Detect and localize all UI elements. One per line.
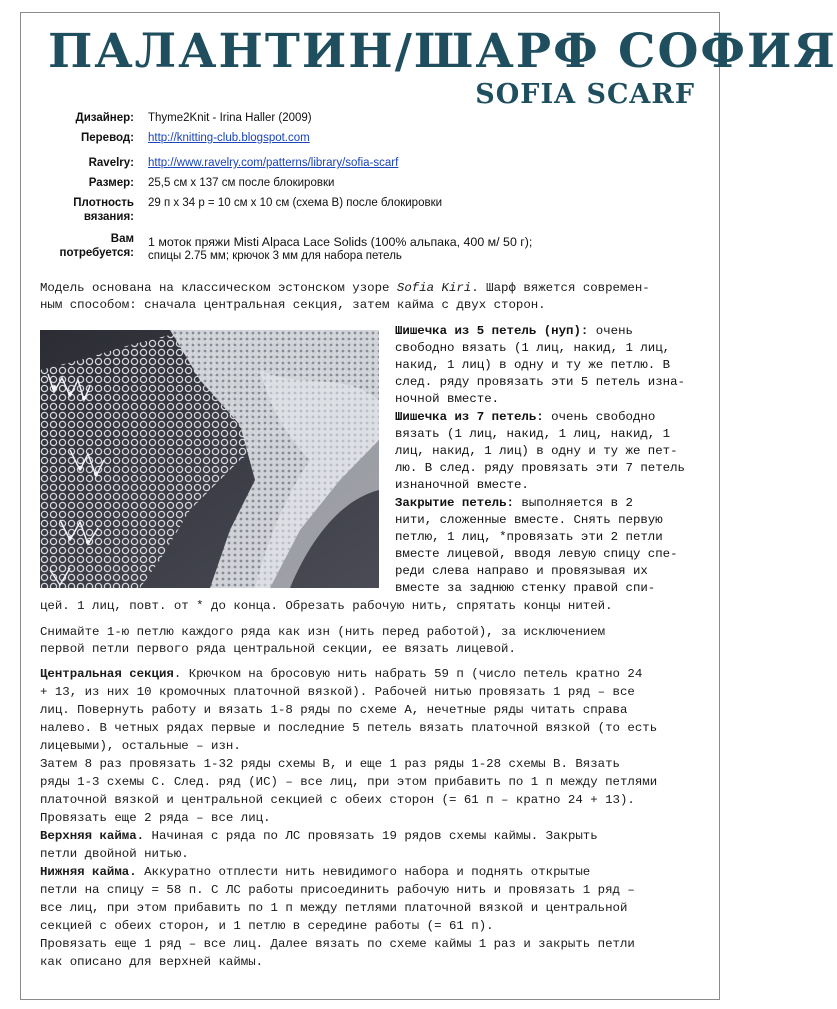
bindoff-line-1: [395, 495, 697, 512]
intro-line-1: [40, 280, 700, 297]
size-label: Размер:: [88, 177, 134, 189]
scarf-photo: [40, 330, 379, 588]
nup5-line-3: накид, 1 лиц) в одну и ту же петлю. В: [395, 358, 671, 372]
bottom-border-line-6: как описано для верхней каймы.: [40, 955, 264, 969]
bindoff-line-5: реди слева направо и провязывая их: [395, 564, 648, 578]
bindoff-line-2: нити, сложенные вместе. Снять первую: [395, 513, 663, 527]
needs-value-1: 1 моток пряжи Misti Alpaca Lace Solids (100% альпака, 400 м/ 50 г);: [148, 235, 533, 249]
nup5-text-1: очень: [588, 324, 633, 338]
translation-label: Перевод:: [80, 132, 134, 144]
bindoff-continued: цей. 1 лиц, повт. от * до конца. Обрезать рабочую нить, спрятать концы нитей.: [40, 599, 613, 613]
bottom-border-text-1: Аккуратно отплести нить невидимого набора и поднять открытые: [136, 865, 591, 879]
intro-line-2: ным способом: сначала центральная секция, затем кайма с двух сторон.: [40, 298, 546, 312]
bindoff-line-3: петлю, 1 лиц, *провязать эти 2 петли: [395, 530, 663, 544]
nup5-line-5: ночной вместе.: [395, 392, 500, 406]
central-line-2: + 13, из них 10 кромочных платочной вязкой). Рабочей нитью провязать 1 ряд – все: [40, 685, 635, 699]
bindoff-line-4: вместе лицевой, вводя левую спицу спе-: [395, 547, 678, 561]
nup5-line-1: [395, 323, 697, 340]
nup7-line-4: лю. В след. ряду провязать эти 7 петель: [395, 461, 685, 475]
bottom-border-line-3: все лиц, при этом прибавить по 1 п между петлями платочной вязкой и центральной: [40, 901, 628, 915]
top-border-title: Верхняя кайма.: [40, 829, 145, 843]
central-text-1: . Крючком на бросовую нить набрать 59 п (число петель кратно 24: [173, 667, 643, 681]
designer-label: Дизайнер:: [75, 112, 134, 124]
central-line-5: лицевыми), остальные – изн.: [40, 739, 241, 753]
gauge-value: 29 п х 34 р = 10 см х 10 см (схема B) после блокировки: [148, 197, 443, 209]
page-subtitle: SOFIA SCARF: [475, 79, 695, 110]
bottom-border-line-2: петли на спицу = 58 п. С ЛС работы присоединить рабочую нить и провязать 1 ряд –: [40, 883, 635, 897]
central-line-7: ряды 1-3 схемы С. След. ряд (ИС) – все лиц, при этом прибавить по 1 п между петлями: [40, 775, 658, 789]
nup5-line-2: свободно вязать (1 лиц, накид, 1 лиц,: [395, 341, 671, 355]
central-title: Центральная секция: [40, 667, 174, 681]
bottom-border-line-4: секцией с обеих сторон, и 1 петлю в середине работы (= 61 п).: [40, 919, 494, 933]
intro-text-b: . Шарф вяжется современ-: [471, 281, 650, 295]
size-value: 25,5 см х 137 см после блокировки: [148, 177, 335, 189]
ravelry-label: Ravelry:: [88, 157, 134, 169]
intro-pattern-name: Sofia Kiri: [396, 281, 472, 295]
central-line-9: Провязать еще 2 ряда – все лиц.: [40, 811, 271, 825]
nup7-line-5: изнаночной вместе.: [395, 478, 529, 492]
nup7-line-3: лиц, накид, 1 лиц) в одну и ту же пет-: [395, 444, 678, 458]
translation-link[interactable]: http://knitting-club.blogspot.com: [148, 132, 310, 144]
nup5-line-4: след. ряду провязать эти 5 петель изна-: [395, 375, 685, 389]
bindoff-text-1: выполняется в 2: [513, 496, 633, 510]
gauge-label-2: вязания:: [83, 211, 134, 223]
nup7-line-1: [395, 409, 697, 426]
nup5-title: Шишечка из 5 петель (нуп):: [395, 324, 589, 338]
bottom-border-line-1: [40, 864, 700, 881]
designer-value: Thyme2Knit - Irina Haller (2009): [148, 112, 312, 124]
slip-line-2: первой петли первого ряда центральной секции, ее вязать лицевой.: [40, 642, 516, 656]
nup7-text-1: очень свободно: [543, 410, 656, 424]
nup7-line-2: вязать (1 лиц, накид, 1 лиц, накид, 1: [395, 427, 671, 441]
bindoff-title: Закрытие петель:: [395, 496, 514, 510]
central-line-1: [40, 666, 700, 683]
central-line-3: лиц. Повернуть работу и вязать 1-8 ряды по схеме А, нечетные ряды читать справа: [40, 703, 628, 717]
gauge-label-1: Плотность: [73, 197, 134, 209]
bindoff-line-6: вместе за заднюю стенку правой спи-: [395, 581, 656, 595]
nup7-title: Шишечка из 7 петель:: [395, 410, 544, 424]
top-border-line-1: [40, 828, 700, 845]
central-line-8: платочной вязкой и центральной секцией с обеих сторон (= 61 п – кратно 24 + 13).: [40, 793, 635, 807]
intro-text-a: Модель основана на классическом эстонском узоре: [40, 281, 397, 295]
page-title: ПАЛАНТИН/ШАРФ СОФИЯ: [48, 24, 837, 79]
top-border-text-1: Начиная с ряда по ЛС провязать 19 рядов схемы каймы. Закрыть: [144, 829, 598, 843]
scarf-photo-image: [40, 330, 379, 588]
top-border-line-2: петли двойной нитью.: [40, 847, 189, 861]
needs-label-2: потребуется:: [59, 247, 134, 259]
needs-value-2: спицы 2.75 мм; крючок 3 мм для набора петель: [148, 250, 402, 262]
ravelry-link[interactable]: http://www.ravelry.com/patterns/library/sofia-scarf: [148, 157, 399, 169]
bottom-border-line-5: Провязать еще 1 ряд – все лиц. Далее вязать по схеме каймы 1 раз и закрыть петли: [40, 937, 635, 951]
central-line-4: налево. В четных рядах первые и последние 5 петель вязать платочной вязкой (то есть: [40, 721, 658, 735]
slip-line-1: Снимайте 1-ю петлю каждого ряда как изн (нить перед работой), за исключением: [40, 625, 606, 639]
needs-label-1: Вам: [110, 233, 134, 245]
central-line-6: Затем 8 раз провязать 1-32 ряды схемы B, и еще 1 раз ряды 1-28 схемы B. Вязать: [40, 757, 620, 771]
bottom-border-title: Нижняя кайма.: [40, 865, 137, 879]
